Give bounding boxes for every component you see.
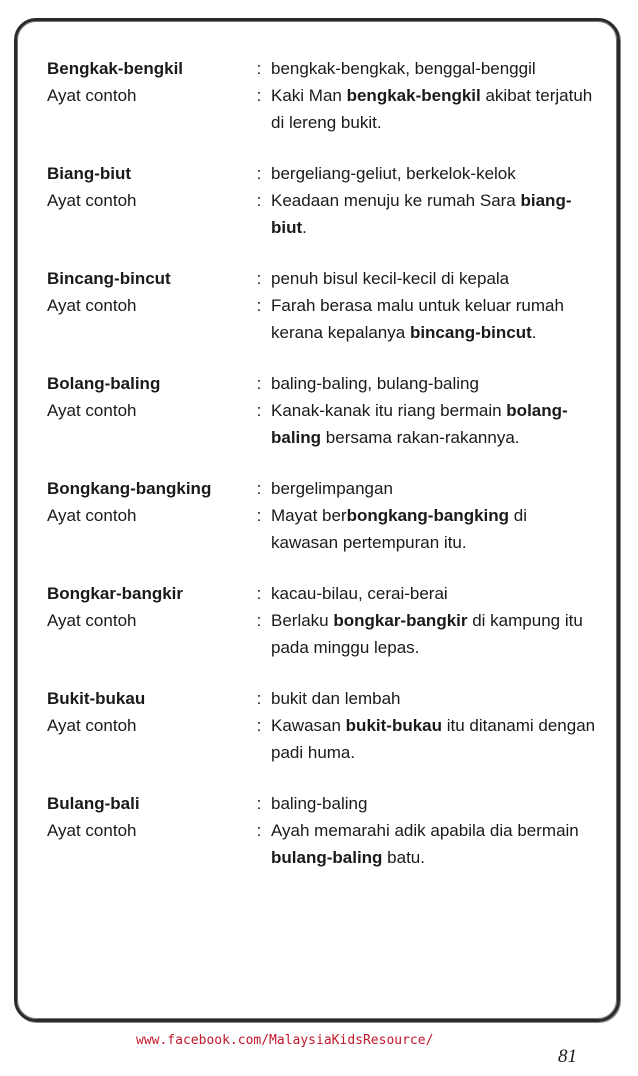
separator: : bbox=[256, 191, 262, 210]
example-highlight: bongkang-bangking bbox=[346, 506, 510, 525]
glossary-entry bbox=[47, 265, 597, 346]
separator: : bbox=[256, 506, 262, 525]
separator: : bbox=[256, 269, 262, 288]
entry-meaning: baling-baling bbox=[271, 794, 368, 813]
separator: : bbox=[256, 296, 262, 315]
entry-meaning: bukit dan lembah bbox=[271, 689, 401, 708]
separator: : bbox=[256, 821, 262, 840]
separator: : bbox=[256, 584, 262, 603]
glossary-entry bbox=[47, 475, 597, 556]
glossary-entry bbox=[47, 580, 597, 661]
entry-term: Biang-biut bbox=[47, 164, 132, 183]
page-number: 81 bbox=[558, 1046, 577, 1067]
entry-meaning: bergelimpangan bbox=[271, 479, 393, 498]
glossary-list bbox=[47, 55, 597, 895]
example-sentence: Kawasan bukit-bukau itu ditanami dengan padi huma. bbox=[271, 716, 596, 762]
example-sentence: Mayat berbongkang-bangking di kawasan pertempuran itu. bbox=[271, 506, 527, 552]
example-label: Ayat contoh bbox=[47, 716, 137, 735]
separator: : bbox=[256, 374, 262, 393]
example-highlight: bengkak-bengkil bbox=[346, 86, 481, 105]
glossary-entry bbox=[47, 790, 597, 871]
separator: : bbox=[256, 401, 262, 420]
example-label: Ayat contoh bbox=[47, 506, 137, 525]
example-label: Ayat contoh bbox=[47, 86, 137, 105]
example-sentence: Keadaan menuju ke rumah Sara biang-biut. bbox=[271, 191, 572, 237]
glossary-entry bbox=[47, 55, 597, 136]
entry-term: Bengkak-bengkil bbox=[47, 59, 184, 78]
separator: : bbox=[256, 611, 262, 630]
source-url[interactable]: www.facebook.com/MalaysiaKidsResource/ bbox=[136, 1033, 434, 1048]
glossary-entry bbox=[47, 370, 597, 451]
entry-term: Bongkang-bangking bbox=[47, 479, 212, 498]
example-sentence: Ayah memarahi adik apabila dia bermain bulang-baling batu. bbox=[271, 821, 579, 867]
example-highlight: bulang-baling bbox=[271, 848, 383, 867]
example-highlight: bongkar-bangkir bbox=[333, 611, 468, 630]
example-sentence: Kanak-kanak itu riang bermain bolang-baling bersama rakan-rakannya. bbox=[271, 401, 568, 447]
separator: : bbox=[256, 479, 262, 498]
example-highlight: bolang-baling bbox=[271, 401, 568, 447]
entry-meaning: penuh bisul kecil-kecil di kepala bbox=[271, 269, 510, 288]
entry-meaning: bengkak-bengkak, benggal-benggil bbox=[271, 59, 536, 78]
example-sentence: Farah berasa malu untuk keluar rumah kerana kepalanya bincang-bincut. bbox=[271, 296, 564, 342]
example-highlight: bincang-bincut bbox=[409, 323, 532, 342]
entry-meaning: baling-baling, bulang-baling bbox=[271, 374, 479, 393]
separator: : bbox=[256, 86, 262, 105]
separator: : bbox=[256, 716, 262, 735]
separator: : bbox=[256, 59, 262, 78]
entry-term: Bukit-bukau bbox=[47, 689, 146, 708]
entry-meaning: kacau-bilau, cerai-berai bbox=[271, 584, 448, 603]
example-label: Ayat contoh bbox=[47, 401, 137, 420]
example-label: Ayat contoh bbox=[47, 191, 137, 210]
entry-term: Bolang-baling bbox=[47, 374, 161, 393]
example-sentence: Berlaku bongkar-bangkir di kampung itu pada minggu lepas. bbox=[271, 611, 583, 657]
entry-term: Bincang-bincut bbox=[47, 269, 171, 288]
example-sentence: Kaki Man bengkak-bengkil akibat terjatuh di lereng bukit. bbox=[271, 86, 593, 132]
separator: : bbox=[256, 794, 262, 813]
example-highlight: biang-biut bbox=[271, 191, 572, 237]
entry-meaning: bergeliang-geliut, berkelok-kelok bbox=[271, 164, 516, 183]
glossary-entry bbox=[47, 160, 597, 241]
example-label: Ayat contoh bbox=[47, 296, 137, 315]
example-label: Ayat contoh bbox=[47, 611, 137, 630]
glossary-entry bbox=[47, 685, 597, 766]
entry-term: Bulang-bali bbox=[47, 794, 140, 813]
example-highlight: bukit-bukau bbox=[345, 716, 443, 735]
separator: : bbox=[256, 164, 262, 183]
example-label: Ayat contoh bbox=[47, 821, 137, 840]
separator: : bbox=[256, 689, 262, 708]
entry-term: Bongkar-bangkir bbox=[47, 584, 184, 603]
